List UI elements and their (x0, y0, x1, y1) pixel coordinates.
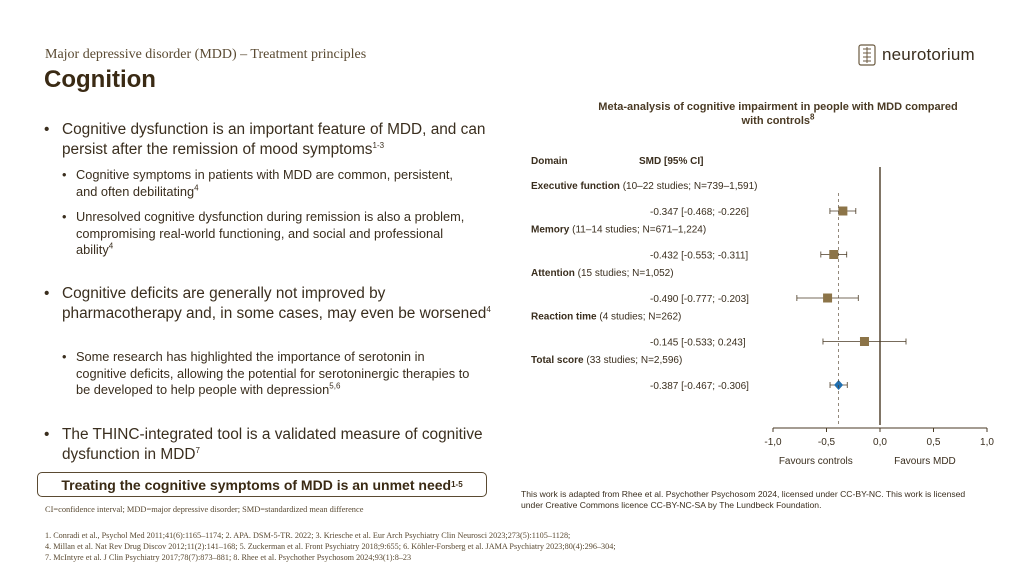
domain-detail: (33 studies; N=2,596) (586, 355, 683, 366)
bullet-ref: 7 (195, 445, 200, 455)
domain-name: Total score (531, 355, 587, 366)
smd-value-label: -0.145 [-0.533; 0.243] (650, 337, 746, 349)
bullet-2: • Cognitive deficits are generally not improved by pharmacotherapy and, in some cases, may even be worsened$^4$ (44, 285, 491, 322)
x-tick-label: 0,5 (926, 437, 941, 448)
point-estimate-square (838, 207, 847, 216)
bullet-ref: 4 (486, 304, 491, 314)
domain-label (531, 312, 681, 323)
smd-value-label: -0.387 [-0.467; -0.306] (650, 381, 749, 392)
reference-line: 1. Conradi et al., Psychol Med 2011;41(6):1165–1174; 2. APA. DSM-5-TR. 2022; 3. Kriesche et al. Eur Arch Psychiatry Clin Neurosci 2023;273(5):1105–1128; (45, 531, 571, 540)
sub-bullet-1-1: • Cognitive symptoms in patients with MDD are common, persistent, and often debilitating$^4$ (62, 167, 453, 199)
point-estimate-square (860, 337, 869, 346)
sub-bullet-2-1: • Some research has highlighted the importance of serotonin in cognitive deficits, allowing the potential for serotoninergic therapies to be developed to help people with depression$^{5,6}$ (62, 349, 470, 397)
bullet-ref: 1-3 (372, 140, 385, 150)
domain-detail: (4 studies; N=262) (599, 311, 682, 323)
smd-value-label: -0.490 [-0.777; -0.203] (650, 294, 749, 305)
bullet-1 (44, 120, 502, 160)
column-header-smd: SMD [95% CI] (639, 156, 704, 167)
sub-bullet-1-2: • Unresolved cognitive dysfunction during remission is also a problem, compromising real-world functioning, and social and professional ability$^4$ (62, 209, 465, 257)
bullet-dot: • (44, 121, 50, 138)
logo-text: neurotorium (882, 45, 975, 64)
references (45, 530, 616, 563)
license-credit: This work is adapted from Rhee et al. Psychother Psychosom 2024, licensed under CC-BY-NC. This work is licensed under Creative Commons licence CC-BY-NC-SA by The Lundbeck Foundation. (521, 489, 966, 510)
point-estimate-square (823, 294, 832, 303)
unmet-need-callout: Treating the cognitive symptoms of MDD is an unmet need 1-5 (37, 472, 487, 497)
reference-line: 7. McIntyre et al. J Clin Psychiatry 2017;78(7):873–881; 8. Rhee et al. Psychother Psychosom 2024;93(1):8–23 (45, 553, 412, 562)
domain-name: Memory (531, 224, 573, 236)
smd-value-label: -0.347 [-0.468; -0.226] (650, 207, 749, 218)
sub-bullet-ref: 4 (108, 241, 114, 251)
domain-name: Executive function (531, 181, 623, 192)
domain-detail: (11–14 studies; N=671–1,224) (572, 224, 707, 236)
domain-label (531, 181, 758, 192)
favours-controls-label: Favours controls (778, 456, 853, 467)
favours-mdd-label: Favours MDD (894, 456, 956, 467)
domain-name: Attention (531, 268, 578, 279)
chart-title-text: Meta-analysis of cognitive impairment in people with MDD compared with controls (598, 101, 958, 127)
sub-bullet-text: Some research has highlighted the importance of serotonin in cognitive deficits, allowing the potential for serotoninergic therapies to be developed to help people with depression (76, 349, 470, 397)
domain-label (531, 225, 706, 236)
domain-label (531, 355, 682, 366)
neurotorium-logo-icon (858, 44, 876, 66)
bullet-text: The THINC-integrated tool is a validated measure of cognitive dysfunction in MDD (62, 426, 483, 463)
smd-value-label: -0.432 [-0.553; -0.311] (650, 250, 749, 262)
bullet-3: • The THINC-integrated tool is a validated measure of cognitive dysfunction in MDD$^7$ (44, 426, 483, 463)
chart-title (588, 100, 968, 128)
section-subtitle: Major depressive disorder (MDD) – Treatment principles (45, 47, 367, 62)
column-header-domain: Domain (531, 156, 568, 167)
page-title: Cognition (44, 66, 156, 93)
forest-plot (520, 145, 1010, 475)
x-tick-label: 0,0 (873, 437, 887, 448)
sub-bullet-ref: 4 (194, 183, 199, 193)
bullet-text: Cognitive deficits are generally not improved by pharmacotherapy and, in some cases, may even be worsened (62, 285, 487, 322)
sub-bullet-ref: 5,6 (329, 381, 341, 391)
abbreviations: CI=confidence interval; MDD=major depressive disorder; SMD=standardized mean difference (45, 505, 364, 514)
callout-text: Treating the cognitive symptoms of MDD is an unmet need (61, 476, 452, 493)
x-tick-label: -1,0 (764, 437, 782, 448)
reference-line: 4. Millan et al. Nat Rev Drug Discov 2012;11(2):141–168; 5. Zuckerman et al. Front Psychiatry 2018;9:655; 6. Köhler-Forsberg et al. JAMA Psychiatry 2023;80(4):296–304; (45, 542, 616, 551)
sub-bullet-text: Cognitive symptoms in patients with MDD are common, persistent, and often debilitating (76, 167, 453, 199)
domain-label (531, 268, 674, 279)
domain-name: Reaction time (531, 311, 600, 323)
domain-detail: (10–22 studies; N=739–1,591) (622, 181, 758, 192)
point-estimate-square (829, 250, 838, 259)
domain-detail: (15 studies; N=1,052) (577, 268, 674, 279)
bullet-text: Cognitive dysfunction is an important feature of MDD, and can persist after the remission of mood symptoms (62, 121, 486, 158)
x-tick-label: 1,0 (980, 437, 994, 448)
sub-bullet-text: Unresolved cognitive dysfunction during remission is also a problem, compromising real-world functioning, and social and professional ability (76, 209, 465, 257)
logo (858, 44, 975, 66)
chart-title-ref: 8 (810, 112, 815, 122)
x-tick-label: -0,5 (817, 437, 836, 448)
